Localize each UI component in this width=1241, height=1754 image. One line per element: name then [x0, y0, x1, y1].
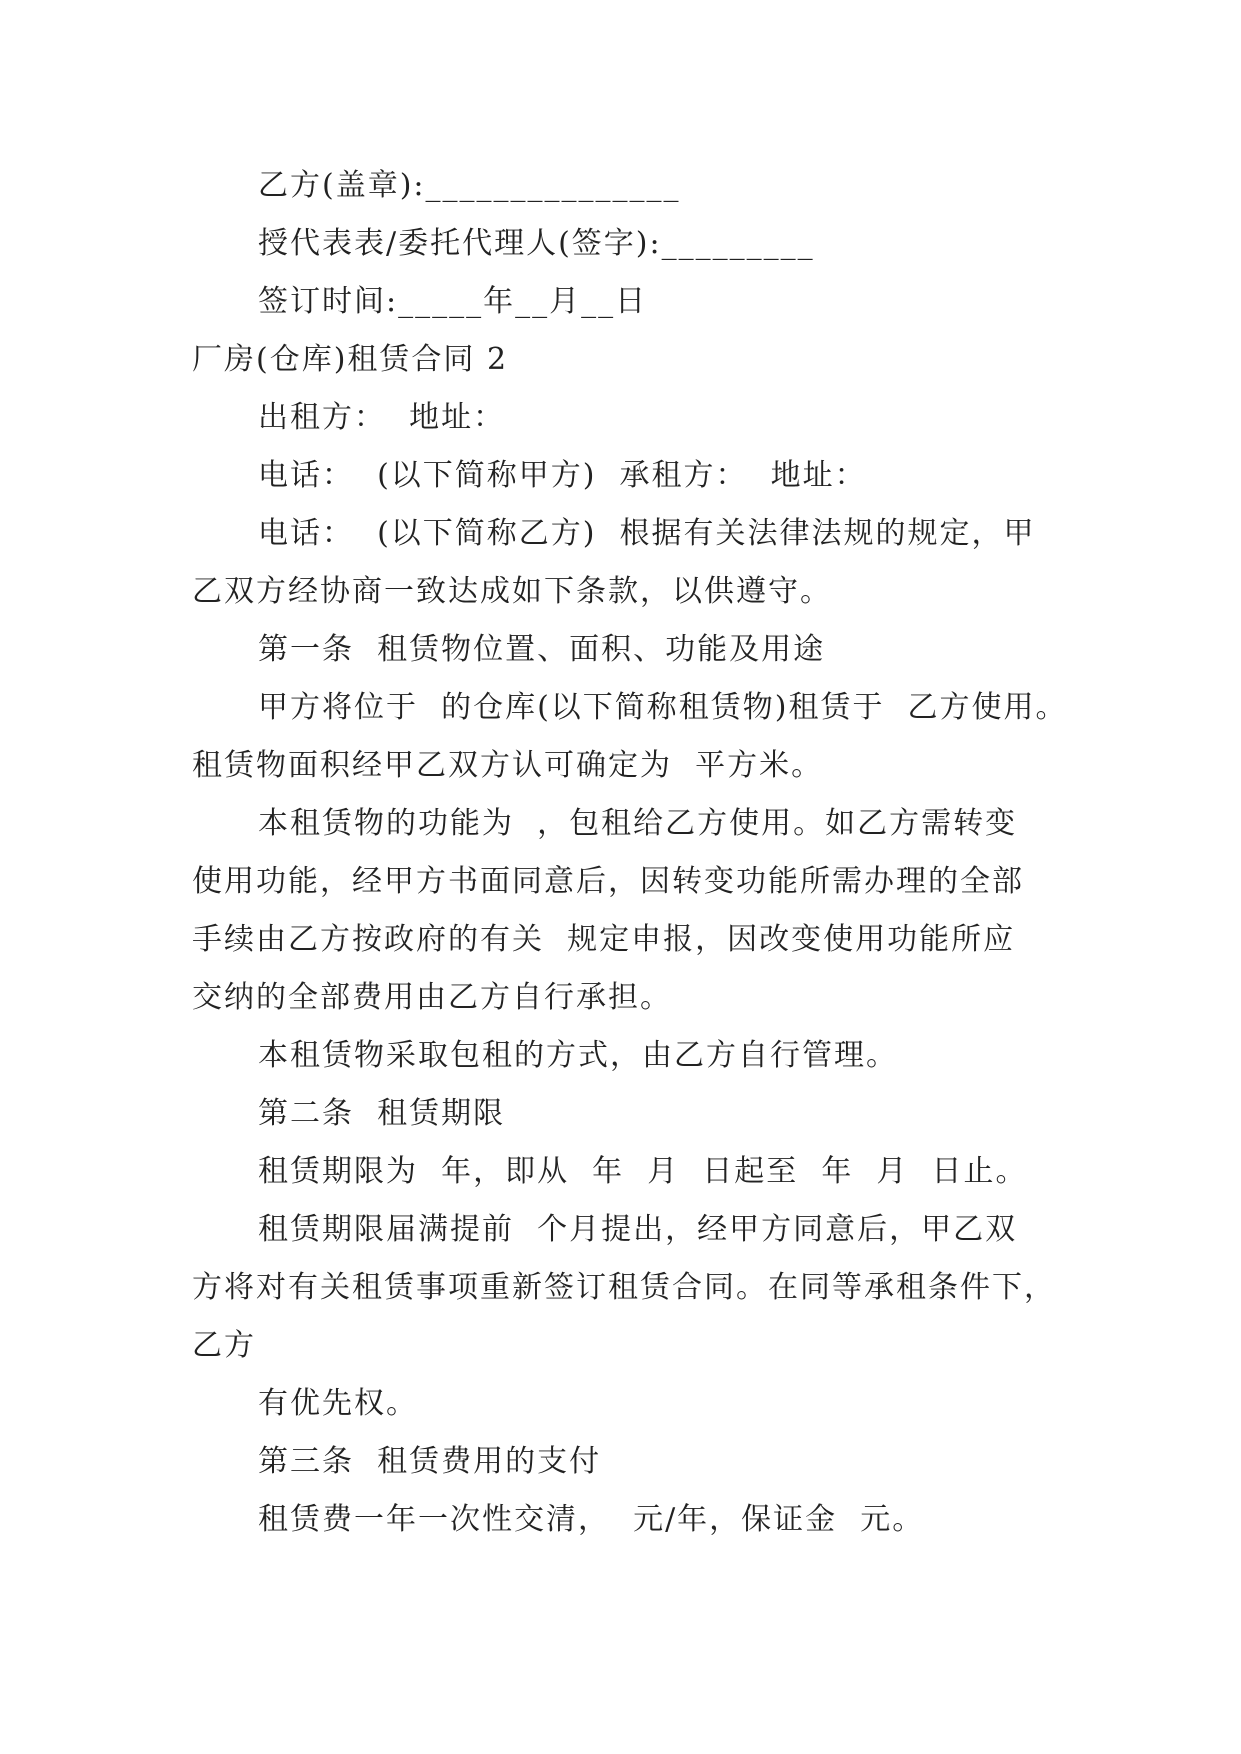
article-2-para-2: 租赁期限届满提前 个月提出，经甲方同意后，甲乙双 — [258, 1212, 1018, 1247]
authorized-agent-line: 授代表表/委托代理人(签字):_________ — [258, 226, 815, 261]
article-2-para-1: 租赁期限为 年，即从 年 月 日起至 年 月 日止。 — [258, 1154, 1028, 1189]
article-2-para-2-cont-1: 方将对有关租赁事项重新签订租赁合同。在同等承租条件下， — [192, 1270, 1056, 1305]
article-1-heading: 第一条 租赁物位置、面积、功能及用途 — [258, 632, 826, 667]
article-2-para-2-cont-2: 乙方 — [192, 1328, 256, 1363]
article-1-para-2-cont-2: 手续由乙方按政府的有关 规定申报，因改变使用功能所应 — [192, 922, 1016, 957]
lessor-phone-line: 电话： (以下简称甲方) 承租方： 地址： — [258, 458, 867, 493]
article-1-para-3: 本租赁物采取包租的方式，由乙方自行管理。 — [258, 1038, 898, 1073]
article-2-para-3: 有优先权。 — [258, 1386, 418, 1421]
preamble-continued: 乙双方经协商一致达成如下条款，以供遵守。 — [192, 574, 832, 609]
article-1-para-1-cont: 租赁物面积经甲乙双方认可确定为 平方米。 — [192, 748, 824, 783]
article-3-para-1: 租赁费一年一次性交清， 元/年，保证金 元。 — [258, 1502, 925, 1537]
article-1-para-2-cont-3: 交纳的全部费用由乙方自行承担。 — [192, 980, 672, 1015]
article-1-para-1: 甲方将位于 的仓库(以下简称租赁物)租赁于 乙方使用。 — [258, 690, 1068, 725]
signing-date-line: 签订时间:_____年__月__日 — [258, 284, 648, 319]
lessor-line: 出租方： 地址： — [258, 400, 506, 435]
article-3-heading: 第三条 租赁费用的支付 — [258, 1444, 602, 1479]
article-1-para-2: 本租赁物的功能为 ，包租给乙方使用。如乙方需转变 — [258, 806, 1018, 841]
contract-title: 厂房(仓库)租赁合同 2 — [192, 342, 509, 377]
article-1-para-2-cont-1: 使用功能，经甲方书面同意后，因转变功能所需办理的全部 — [192, 864, 1024, 899]
party-b-seal-line: 乙方(盖章):_______________ — [258, 168, 681, 203]
article-2-heading: 第二条 租赁期限 — [258, 1096, 506, 1131]
lessee-phone-line: 电话： (以下简称乙方) 根据有关法律法规的规定，甲 — [258, 516, 1036, 551]
